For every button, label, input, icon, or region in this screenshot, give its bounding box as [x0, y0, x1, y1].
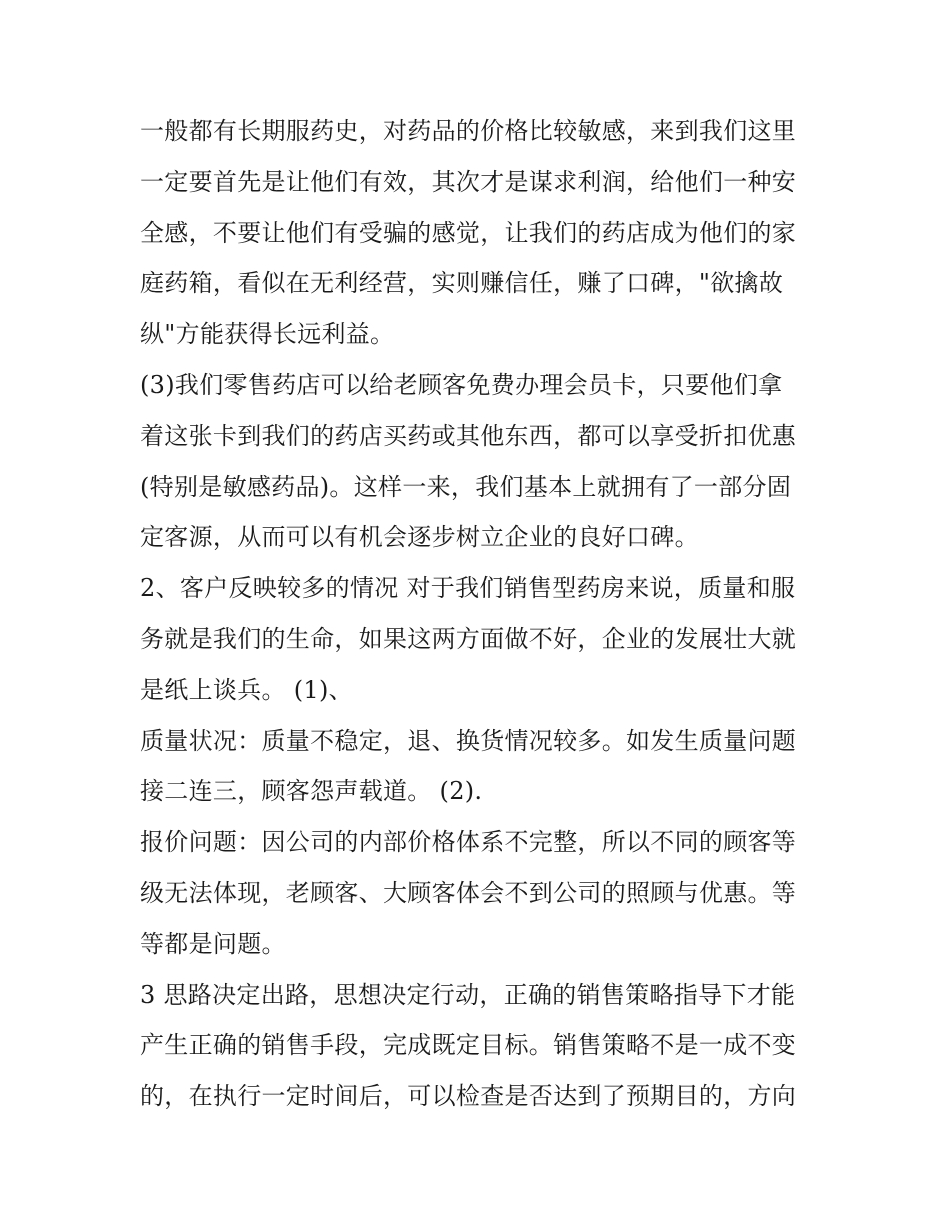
text-line: 级无法体现，老顾客、大顾客体会不到公司的照顾与优惠。等: [140, 878, 797, 907]
text-line: 一定要首先是让他们有效，其次才是谋求利润，给他们一种安: [140, 167, 797, 196]
text-line: 一般都有长期服药史，对药品的价格比较敏感，来到我们这里: [140, 117, 797, 145]
paragraph-membership-card: [140, 360, 820, 563]
paragraph-customer-feedback: [140, 563, 820, 715]
text-line: 全感，不要让他们有受骗的感觉，让我们的药店成为他们的家: [140, 218, 797, 247]
text-line: 2、客户反映较多的情况 对于我们销售型药房来说，质量和服: [140, 574, 796, 603]
text-line: 庭药箱，看似在无利经营，实则赚信任，赚了口碑，"欲擒故: [140, 269, 784, 298]
text-line: 的，在执行一定时间后，可以检查是否达到了预期目的，方向: [140, 1082, 797, 1111]
paragraph-pricing-trust: [140, 106, 820, 360]
text-line: 3 思路决定出路，思想决定行动，正确的销售策略指导下才能: [140, 980, 796, 1009]
text-line: 报价问题：因公司的内部价格体系不完整，所以不同的顾客等: [140, 828, 797, 857]
text-line: 质量状况：质量不稳定，退、换货情况较多。如发生质量问题: [140, 726, 797, 755]
text-line: 着这张卡到我们的药店买药或其他东西，都可以享受折扣优惠: [140, 421, 797, 450]
text-line: 等都是问题。: [140, 929, 286, 958]
text-line: (特别是敏感药品)。这样一来，我们基本上就拥有了一部分固: [140, 472, 792, 501]
paragraph-sales-strategy: [140, 970, 820, 1122]
paragraph-pricing-issue: [140, 817, 820, 969]
text-line: 纵"方能获得长远利益。: [140, 320, 395, 349]
text-line: 接二连三，顾客怨声载道。 (2).: [140, 777, 483, 806]
text-line: 务就是我们的生命，如果这两方面做不好，企业的发展壮大就: [140, 624, 797, 653]
document-body: [140, 106, 820, 1122]
text-line: 定客源，从而可以有机会逐步树立企业的良好口碑。: [140, 523, 699, 552]
text-line: 是纸上谈兵。 (1)、: [140, 675, 353, 704]
text-line: (3)我们零售药店可以给老顾客免费办理会员卡，只要他们拿: [140, 370, 783, 399]
text-line: 产生正确的销售手段，完成既定目标。销售策略不是一成不变: [140, 1031, 797, 1060]
paragraph-quality-status: [140, 716, 820, 818]
